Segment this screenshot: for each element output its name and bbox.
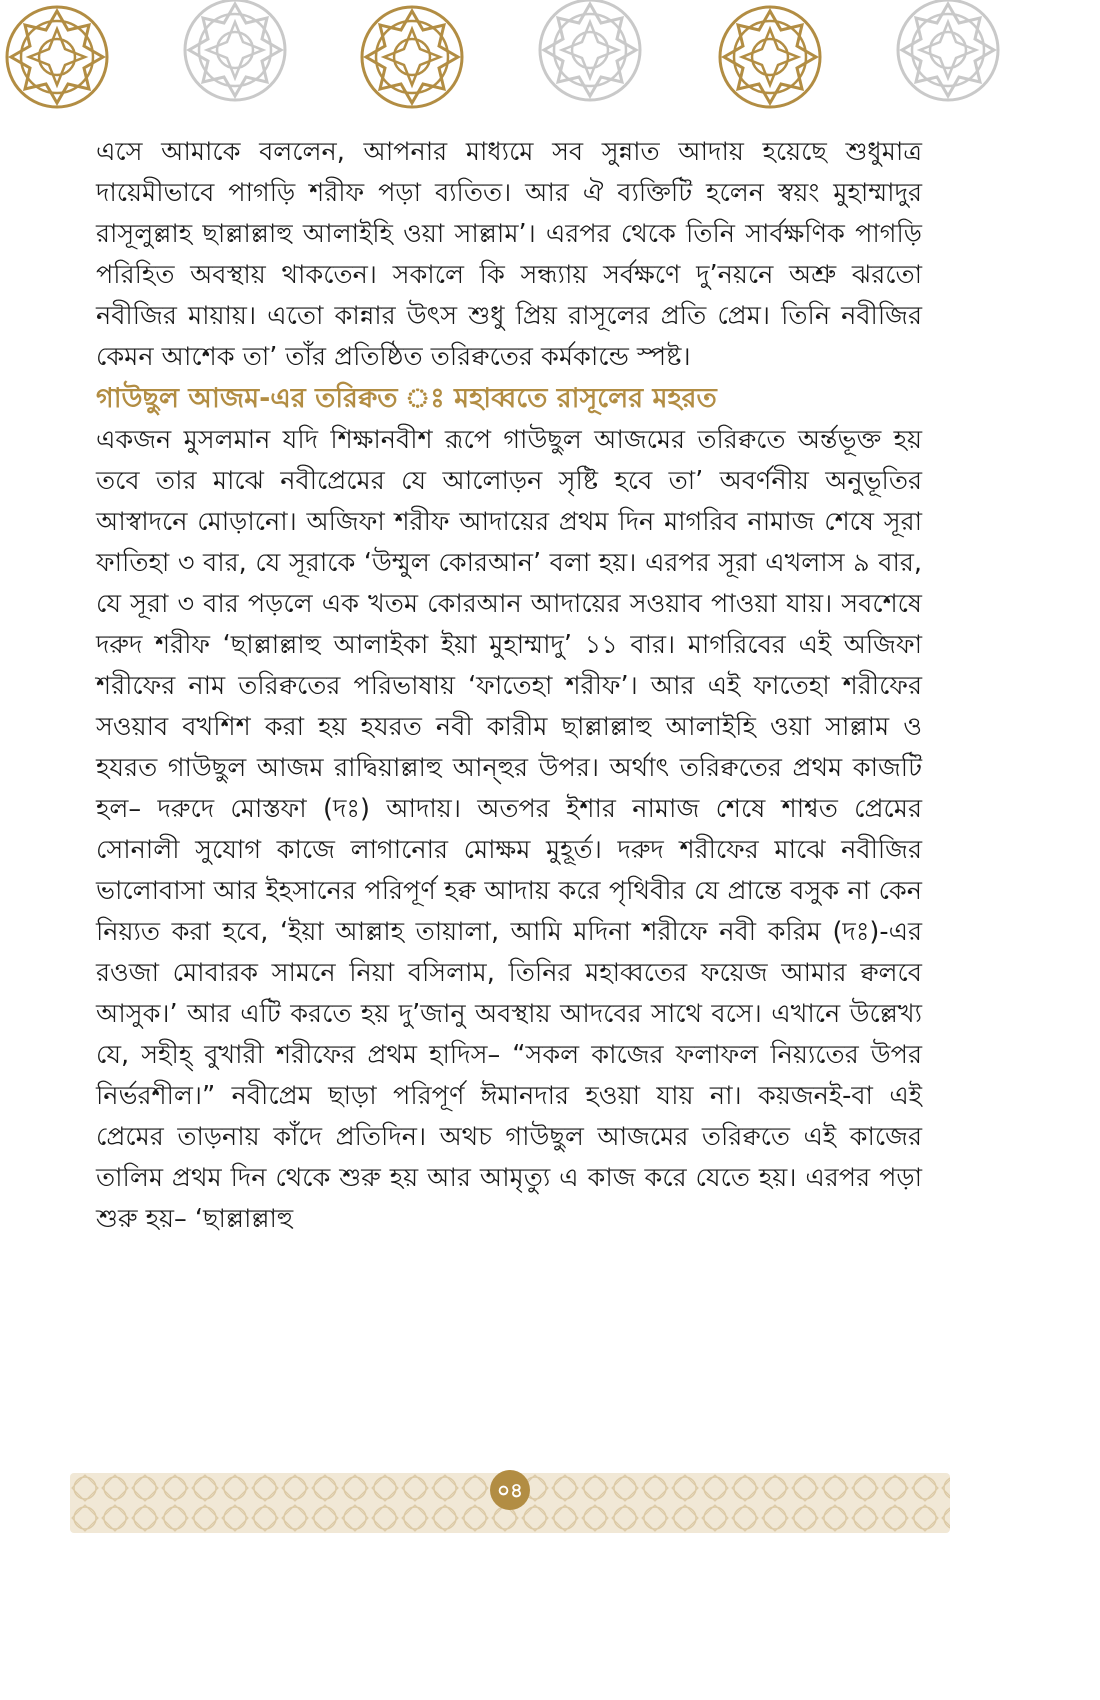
- page-content: [96, 132, 922, 1240]
- paragraph-body: একজন মুসলমান যদি শিক্ষানবীশ রূপে গাউছুল আজমের তরিক্বতে অর্ন্তভূক্ত হয় তবে তার মাঝে নবীপ্রেমের যে আলোড়ন সৃষ্টি হবে তা’ অবর্ণনীয় অনুভূতির আস্বাদনে মোড়ানো। অজিফা শরীফ আদায়ের প্রথম দিন মাগরিব নামাজ শেষে সূরা ফাতিহা ৩ বার, যে সূরাকে ‘উম্মুল কোরআন’ বলা হয়। এরপর সূরা এখলাস ৯ বার, যে সূরা ৩ বার পড়লে এক খতম কোরআন আদায়ের সওয়াব পাওয়া যায়। সবশেষে দরুদ শরীফ ‘ছাল্লাল্লাহু আলাইকা ইয়া মুহাম্মাদু’ ১১ বার। মাগরিবের এই অজিফা শরীফের নাম তরিক্বতের পরিভাষায় ‘ফাতেহা শরীফ’। আর এই ফাতেহা শরীফের সওয়াব বখশিশ করা হয় হযরত নবী কারীম ছাল্লাল্লাহু আলাইহি ওয়া সাল্লাম ও হযরত গাউছুল আজম রাদ্বিয়াল্লাহু আন্হুর উপর। অর্থাৎ তরিক্বতের প্রথম কাজটি হল– দরুদে মোস্তফা (দঃ) আদায়। অতপর ইশার নামাজ শেষে শাশ্বত প্রেমের সোনালী সুযোগ কাজে লাগানোর মোক্ষম মুহূর্ত। দরুদ শরীফের মাঝে নবীজির ভালোবাসা আর ইহসানের পরিপূর্ণ হক্ব আদায় করে পৃথিবীর যে প্রান্তে বসুক না কেন নিয়্যত করা হবে, ‘ইয়া আল্লাহ তায়ালা, আমি মদিনা শরীফে নবী করিম (দঃ)-এর রওজা মোবারক সামনে নিয়া বসিলাম, তিনির মহাব্বতের ফয়েজ আমার ক্বলবে আসুক।’ আর এটি করতে হয় দু’জানু অবস্থায় আদবের সাথে বসে। এখানে উল্লেখ্য যে, সহীহ্ বুখারী শরীফের প্রথম হাদিস– “সকল কাজের ফলাফল নিয়্যতের উপর নির্ভরশীল।” নবীপ্রেম ছাড়া পরিপূর্ণ ঈমানদার হওয়া যায় না। কয়জনই-বা এই প্রেমের তাড়নায় কাঁদে প্রতিদিন। অথচ গাউছুল আজমের তরিক্বতে এই কাজের তালিম প্রথম দিন থেকে শুরু হয় আর আমৃত্যু এ কাজ করে যেতে হয়। এরপর পড়া শুরু হয়– ‘ছাল্লাল্লাহু: [96, 425, 922, 1234]
- paragraph-intro: এসে আমাকে বললেন, আপনার মাধ্যমে সব সুন্নাত আদায় হয়েছে শুধুমাত্র দায়েমীভাবে পাগড়ি শরীফ পড়া ব্যতিত। আর ঐ ব্যক্তিটি হলেন স্বয়ং মুহাম্মাদুর রাসূলুল্লাহ ছাল্লাল্লাহু আলাইহি ওয়া সাল্লাম’। এরপর থেকে তিনি সার্বক্ষণিক পাগড়ি পরিহিত অবস্থায় থাকতেন। সকালে কি সন্ধ্যায় সর্বক্ষণে দু’নয়নে অশ্রু ঝরতো নবীজির মায়ায়। এতো কান্নার উৎস শুধু প্রিয় রাসূলের প্রতি প্রেম। তিনি নবীজির কেমন আশেক তা’ তাঁর প্রতিষ্ঠিত তরিক্বতের কর্মকান্ডে স্পষ্ট।: [96, 137, 922, 372]
- page-number-badge: ০৪: [490, 1470, 530, 1510]
- islamic-star-ornament-icon: [0, 0, 1015, 125]
- section-heading: গাউছুল আজম-এর তরিক্বত ঃ মহাব্বতে রাসূলের মহরত: [96, 383, 717, 414]
- header-ornament: [0, 0, 1015, 125]
